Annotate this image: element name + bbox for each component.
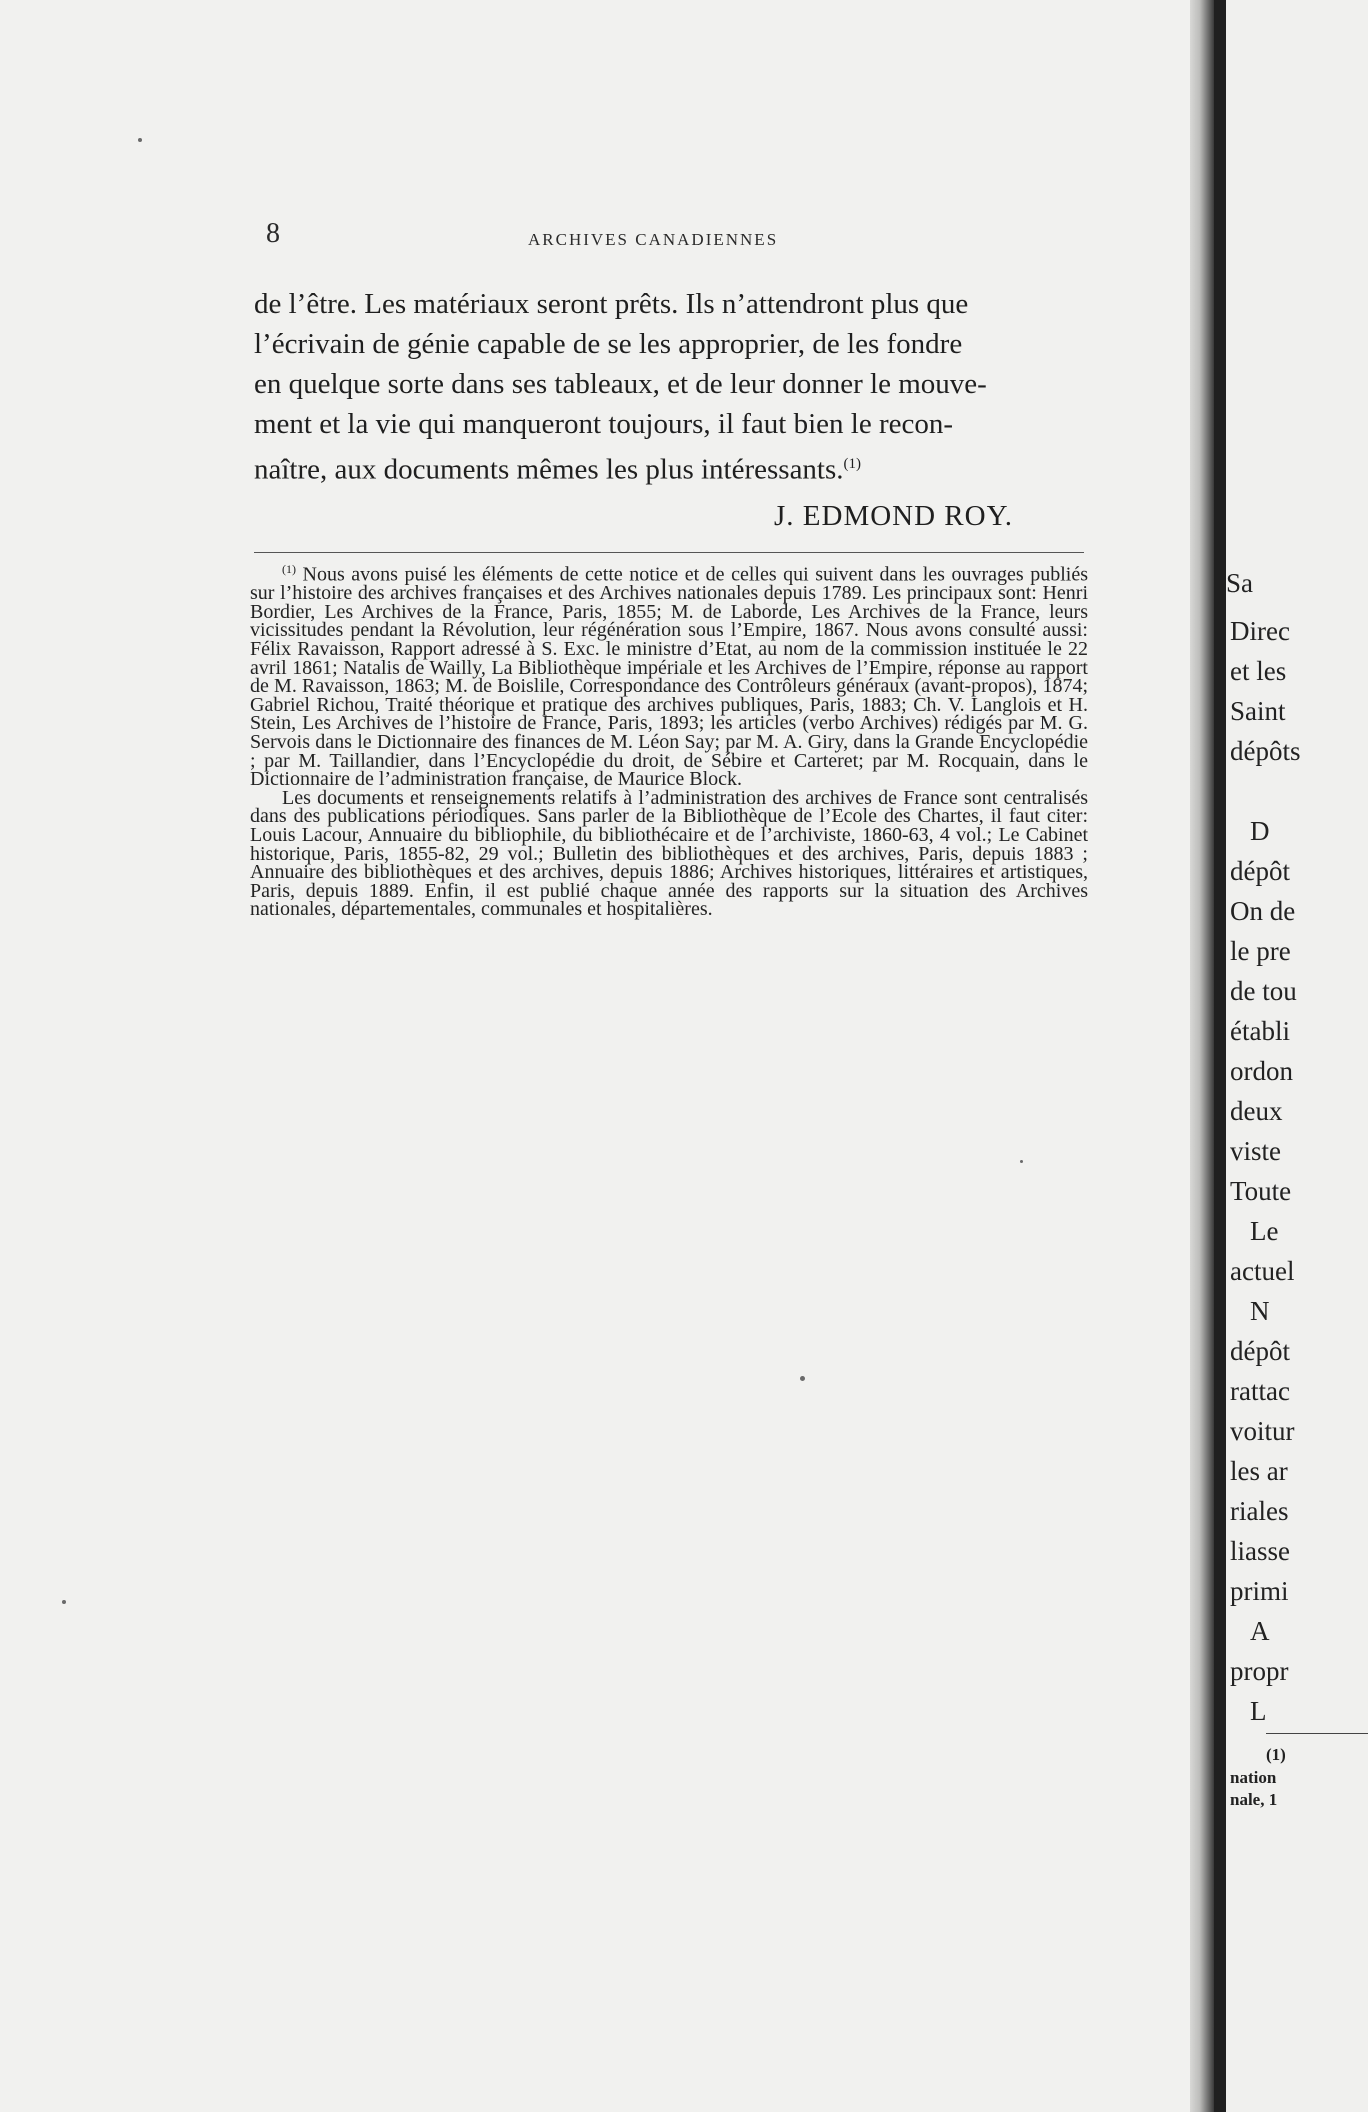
body-line: de l’être. Les matériaux seront prêts. Ils n’attendront plus que [254, 288, 969, 320]
speck [800, 1376, 805, 1381]
body-line: l’écrivain de génie capable de se les approprier, de les fondre [254, 328, 963, 360]
right-page-line: et les [1230, 656, 1287, 686]
right-page-footnote-divider [1266, 1733, 1368, 1734]
right-page-line: Toute [1230, 1176, 1292, 1206]
speck [138, 138, 142, 142]
footnote-paragraph: Les documents et renseignements relatifs à l’administration des archives de France sont centralisés dans des publications périodiques. Sans parler de la Bibliothèque de l’Ecole des Chartes, il faut citer: Louis Lacour, Annuaire du bibliophile, du bibliothécaire et de l’archiviste, 1860-63, 4 vol.; Le Cabinet historique, Paris, 1855-82, 29 vol.; Bulletin des bibliothèques et des archives, Paris, depuis 1883 ; Annuaire des bibliothèques et des archives, depuis 1886; Archives historiques, littéraires et artistiques, Paris, depuis 1889. Enfin, il est publié chaque année des rapports sur la situation des Archives nationales, départementales, communales et hospitalières. [250, 786, 1088, 921]
body-line-text: naître, aux documents mêmes les plus intéressants. [254, 453, 844, 486]
right-page-line: deux [1230, 1096, 1283, 1126]
footnote-marker: (1) [282, 562, 296, 576]
book-gutter-shadow [1214, 0, 1226, 2112]
right-page-line: On de [1230, 896, 1296, 926]
author-signature: J. EDMOND ROY. [774, 500, 1014, 532]
speck [62, 1600, 66, 1604]
page-header [266, 218, 1096, 258]
right-page-line: A [1250, 1616, 1270, 1646]
right-page-line: D [1250, 816, 1270, 846]
running-head: ARCHIVES CANADIENNES [528, 230, 779, 249]
footnote [250, 560, 1088, 919]
right-page-line: voitur [1230, 1416, 1295, 1446]
body-line-last [254, 444, 1110, 490]
right-page-line: le pre [1230, 936, 1291, 966]
right-page-footnote-line: nale, 1 [1230, 1790, 1278, 1809]
right-page-line: Saint [1230, 696, 1286, 726]
right-page-line: de tou [1230, 976, 1297, 1006]
page-number: 8 [266, 218, 280, 249]
right-page-line: dépôts [1230, 736, 1301, 766]
right-page-line: dépôt [1230, 856, 1290, 886]
speck [1020, 1160, 1023, 1163]
right-page-line: viste [1230, 1136, 1281, 1166]
right-page-footnote-line: nation [1230, 1768, 1277, 1787]
footnote-paragraph-text: Nous avons puisé les éléments de cette notice et de celles qui suivent dans les ouvrages publiés sur l’histoire des archives françaises et des Archives nationales depuis 1789. Les principaux sont: Henri Bordier, Les Archives de la France, Paris, 1855; M. de Laborde, Les Archives de la France, leurs vicissitudes pendant la Révolution, leur régénération sous l’Empire, 1867. Nous avons consulté aussi: Félix Ravaisson, Rapport adressé à S. Exc. le ministre d’Etat, au nom de la commission instituée le 22 avril 1861; Natalis de Wailly, La Bibliothèque impériale et les Archives de l’Empire, réponse au rapport de M. Ravaisson, 1863; M. de Boislile, Correspondance des Contrôleurs généraux (avant-propos), 1874; Gabriel Richou, Traité théorique et pratique des archives publiques, Paris, 1883; Ch. V. Langlois et H. Stein, Les Archives de l’histoire de France, Paris, 1893; les articles (verbo Archives) rédigés par M. G. Servois dans le Dictionnaire des finances de M. Léon Say; par M. A. Giry, dans la Grande Encyclopédie ; par M. Taillandier, dans l’Encyclopédie du droit, de Sébire et Carteret; par M. Rocquain, dans le Dictionnaire de l’administration française, de Maurice Block. [250, 563, 1088, 791]
right-page-line: N [1250, 1296, 1270, 1326]
book-gutter [1190, 0, 1214, 2112]
footnote-reference: (1) [843, 456, 862, 472]
body-line: en quelque sorte dans ses tableaux, et de leur donner le mouve- [254, 368, 987, 400]
right-page-line: rattac [1230, 1376, 1290, 1406]
right-page-line: riales [1230, 1496, 1289, 1526]
right-page-line: L [1250, 1696, 1267, 1726]
footnote-paragraph [250, 560, 1088, 789]
right-page-line: liasse [1230, 1536, 1290, 1566]
right-page-line: propr [1230, 1656, 1289, 1686]
right-page-line: dépôt [1230, 1336, 1290, 1366]
right-page-footnote-line: (1) [1266, 1745, 1286, 1764]
right-page-line: Sa [1226, 568, 1253, 598]
right-page-line: Direc [1230, 616, 1290, 646]
right-page-line: les ar [1230, 1456, 1288, 1486]
right-page-line: établi [1230, 1016, 1290, 1046]
body-text [254, 284, 1110, 490]
right-page-line: ordon [1230, 1056, 1293, 1086]
right-page-line: primi [1230, 1576, 1289, 1606]
right-page-line: Le [1250, 1216, 1279, 1246]
right-page [1226, 0, 1368, 2112]
footnote-divider [254, 552, 1084, 553]
right-page-line: actuel [1230, 1256, 1295, 1286]
body-line: ment et la vie qui manqueront toujours, il faut bien le recon- [254, 408, 954, 440]
